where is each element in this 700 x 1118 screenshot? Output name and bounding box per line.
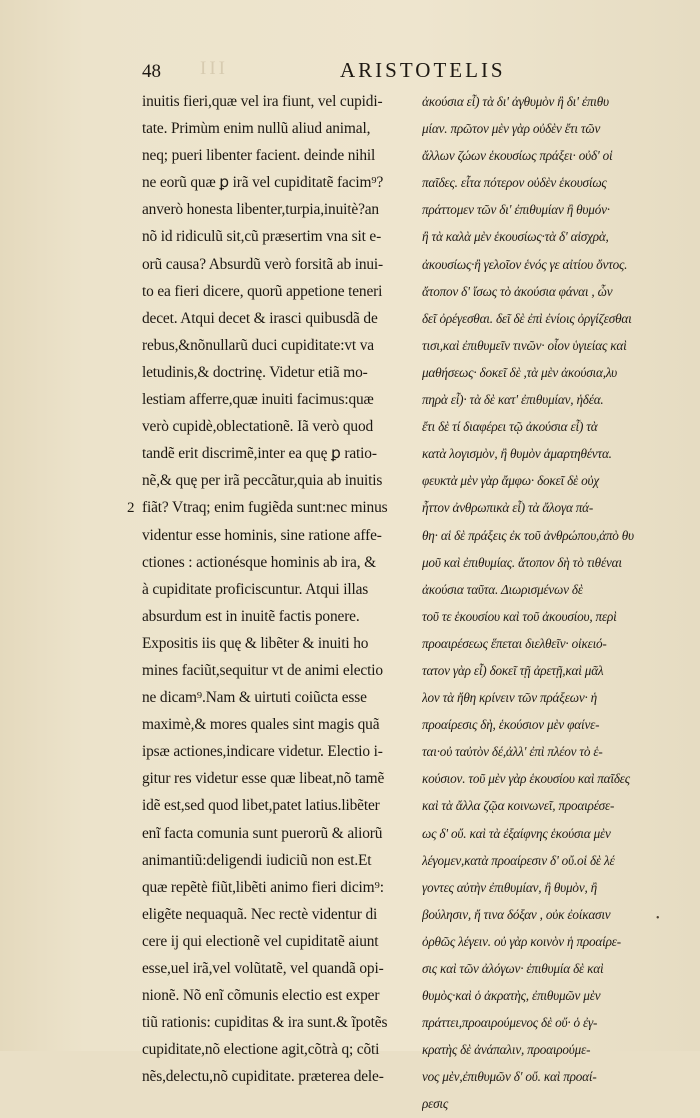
greek-text-line: κούσιον. τοῦ μὲν γὰρ ἑκουσίου καὶ παῖδες — [422, 771, 630, 787]
latin-text-line: rebus,&nõnullarũ duci cupiditate:vt va — [142, 336, 374, 354]
greek-text-line: τισι,καὶ ἐπιθυμεῖν τινῶν· οἷον ὑγιείας καὶ — [422, 337, 627, 353]
greek-text-line: ρεσις — [422, 1096, 449, 1112]
latin-text-line: à cupiditate proficiscuntur. Atqui illas — [142, 580, 369, 598]
latin-text-line: quæ repẽtè fiũt,libẽti animo fieri dicim⁹: — [142, 878, 384, 896]
greek-text-line: μοῦ καὶ ἐπιθυμίας. ἄτοπον δὴ τὸ τιθέναι — [422, 554, 622, 570]
greek-text-line: νος μὲν,ἐπιθυμῶν δ' οὔ. καὶ προαί- — [422, 1069, 597, 1085]
latin-text-line: letudinis,& doctrinę. Videtur etiã mo- — [142, 363, 368, 381]
greek-text-line: παῖδες. εἶτα πότερον οὐδὲν ἑκουσίως — [422, 175, 607, 191]
latin-text-line: verò cupidè,oblectationẽ. Iã verò quod — [142, 418, 374, 436]
greek-text-line: δεῖ ὀρέγεσθαι. δεῖ δὲ ἐπὶ ἐνίοις ὀργίζεσθαι — [422, 310, 632, 326]
latin-text-line: nionẽ. Nõ enĩ cõmunis electio est exper — [142, 987, 380, 1005]
latin-text-line: lestiam afferre,quæ inuiti facimus:quæ — [142, 391, 374, 409]
greek-text-line: ἀκουσίως·ἢ γελοῖον ἑνός γε αἰτίου ὄντος. — [422, 256, 628, 272]
greek-text-line: ὀρθῶς λέγειν. οὐ γὰρ κοινὸν ἡ προαίρε- — [422, 933, 621, 949]
latin-text-line: tandẽ erit discrimẽ,inter ea quę ꝑ ratio- — [142, 445, 377, 463]
latin-text-line: cupiditate,nõ electione agit,cõtrà q; cõti — [142, 1041, 380, 1059]
greek-text-line: πηρὰ εἶ)· τὰ δὲ κατ' ἐπιθυμίαν, ἡδέα. — [422, 392, 604, 408]
latin-text-line: ctiones : actionésque hominis ab ira, & — [142, 553, 376, 571]
latin-text-line: nẽ,& quę per irã peccãtur,quia ab inuitis — [142, 472, 383, 490]
greek-text-line: κατὰ λογισμὸν, ἢ θυμὸν ἁμαρτηθέντα. — [422, 446, 612, 462]
greek-text-line: ἄτοπον δ' ἴσως τὸ ἀκούσια φάναι , ὧν — [422, 283, 613, 299]
greek-text-line: θυμὸς·καὶ ὁ ἀκρατὴς, ἐπιθυμῶν μὲν — [422, 988, 601, 1004]
greek-text-line: τοῦ τε ἑκουσίου καὶ τοῦ ἀκουσίου, περὶ — [422, 608, 617, 624]
bleed-through-text: III — [200, 58, 228, 79]
latin-text-line: ipsæ actiones,indicare videtur. Electio i- — [142, 743, 383, 761]
greek-text-line: προαιρέσεως ἕπεται διελθεῖν· οἰκειό- — [422, 635, 607, 651]
latin-text-line: esse,uel irã,vel volũtatẽ, vel quandã opi- — [142, 960, 384, 977]
latin-text-line: nõ id ridiculũ sit,cũ præsertim vna sit e- — [142, 228, 382, 246]
latin-text-line: anverò honesta libenter,turpia,inuitè?an — [142, 201, 379, 219]
greek-text-line: λον τὰ ἤθη κρίνειν τῶν πράξεων· ἡ — [422, 690, 598, 706]
latin-text-line: eligẽte nequaquã. Nec rectè videntur di — [142, 905, 378, 923]
latin-text-line: animantiũ:deligendi iudiciũ non est.Et — [142, 851, 372, 869]
greek-text-line: πράττομεν τῶν δι' ἐπιθυμίαν ἢ θυμόν· — [422, 202, 610, 218]
greek-text-line: μαθήσεως· δοκεῖ δὲ ,τὰ μὲν ἀκούσια,λυ — [422, 364, 617, 380]
greek-text-line: ἀκούσια εἶ) τὰ δι' ἀγθυμὸν ἢ δι' ἐπιθυ — [422, 94, 609, 109]
greek-text-line: ἔτι δὲ τί διαφέρει τῷ ἀκούσια εἶ) τὰ — [422, 419, 598, 435]
running-head: ARISTOTELIS — [340, 58, 506, 82]
greek-text-line: ἀκούσια ταῦτα. Διωρισμένων δὲ — [422, 581, 583, 597]
greek-text-line: τατον γὰρ εἶ) δοκεῖ τῇ ἀρετῇ,καὶ μᾶλ — [422, 662, 604, 678]
latin-text-line: idẽ est,sed quod libet,patet latius.libẽter — [142, 797, 380, 815]
latin-text-line: maximè,& mores quales sint magis quã — [142, 716, 380, 734]
greek-text-line: ται·οὐ ταὐτὸν δέ,ἀλλ' ἐπὶ πλέον τὸ ἑ- — [422, 744, 603, 760]
greek-text-line: θη· αἱ δὲ πράξεις ἐκ τοῦ ἀνθρώπου,ἀπὸ θυ — [422, 527, 634, 543]
greek-text-line: γοντες αὐτὴν ἐπιθυμίαν, ἢ θυμὸν, ἢ — [422, 879, 598, 895]
marginal-mark: • — [656, 913, 660, 924]
latin-text-line: mines faciũt,sequitur vt de animi electio — [142, 661, 383, 679]
greek-text-line: καὶ τὰ ἄλλα ζῷα κοινωνεῖ, προαιρέσε- — [422, 798, 615, 814]
latin-text-line: neq; pueri libenter facient. deinde nihil — [142, 147, 376, 165]
latin-text-line: decet. Atqui decet & irasci quibusdã de — [142, 309, 378, 327]
latin-text-line: Expositis iis quę & libẽter & inuiti ho — [142, 634, 369, 652]
latin-text-column — [142, 88, 414, 1090]
latin-text-line: tate. Primùm enim nullũ aliud animal, — [142, 120, 371, 138]
greek-text-line: κρατὴς δὲ ἀνάπαλιν, προαιρούμε- — [422, 1042, 591, 1058]
latin-text-line: cere ij qui electionẽ vel cupiditatẽ aiunt — [142, 932, 379, 950]
greek-text-line: λέγομεν,κατὰ προαίρεσιν δ' οὔ.οἱ δὲ λέ — [422, 852, 615, 868]
latin-text-line: ne eorũ quæ ꝑ irã vel cupiditatẽ facim⁹? — [142, 174, 384, 192]
latin-text-line: ne dicam⁹.Nam & uirtuti coiũcta esse — [142, 689, 367, 707]
greek-text-line: πράττει,προαιρούμενος δὲ οὔ· ὁ ἐγ- — [422, 1015, 598, 1031]
latin-text-line: fiãt? Vtraq; enim fugiẽda sunt:nec minus — [142, 499, 388, 517]
page-number: 48 — [142, 61, 161, 82]
section-number: 2 — [127, 500, 135, 516]
greek-text-column — [422, 88, 654, 1118]
latin-text-line: enĩ facta comunia sunt puerorũ & aliorũ — [142, 824, 383, 842]
greek-text-line: ἢ τὰ καλὰ μὲν ἑκουσίως·τὰ δ' αἰσχρὰ, — [422, 229, 609, 245]
latin-text-line: inuitis fieri,quæ vel ira fiunt, vel cupidi- — [142, 93, 383, 110]
greek-text-line: βούλησιν, ἤ τινα δόξαν , οὐκ ἐοίκασιν — [422, 906, 611, 922]
greek-text-line: σις καὶ τῶν ἀλόγων· ἐπιθυμία δὲ καὶ — [422, 961, 604, 976]
greek-text-line: φευκτὰ μὲν γὰρ ἄμφω· δοκεῖ δὲ οὐχ — [422, 473, 599, 489]
latin-text-line: absurdum est in inuitẽ factis ponere. — [142, 607, 360, 625]
latin-text-line: tiũ rationis: cupiditas & ira sunt.& ĩpotẽs — [142, 1014, 388, 1032]
latin-text-line: to ea fieri dicere, quorũ appetione teneri — [142, 282, 383, 300]
latin-text-line: orũ causa? Absurdũ verò forsitã ab inui- — [142, 255, 384, 273]
greek-text-line: προαίρεσις δὴ, ἑκούσιον μὲν φαίνε- — [422, 717, 600, 733]
greek-text-line: ἧττον ἀνθρωπικὰ εἶ) τὰ ἄλογα πά- — [422, 500, 594, 516]
latin-text-line: videntur esse hominis, sine ratione affe- — [142, 526, 382, 544]
greek-text-line: μίαν. πρῶτον μὲν γὰρ οὐδὲν ἔτι τῶν — [422, 121, 601, 137]
greek-text-line: ως δ' οὔ. καὶ τὰ ἐξαίφνης ἑκούσια μὲν — [422, 825, 611, 841]
greek-text-line: ἄλλων ζώων ἑκουσίως πράξει· οὐδ' οἱ — [422, 148, 613, 164]
latin-text-line: nẽs,delectu,nõ cupiditate. præterea dele- — [142, 1068, 384, 1086]
latin-text-line: gitur res videtur esse quæ libeat,nõ tamẽ — [142, 770, 385, 788]
